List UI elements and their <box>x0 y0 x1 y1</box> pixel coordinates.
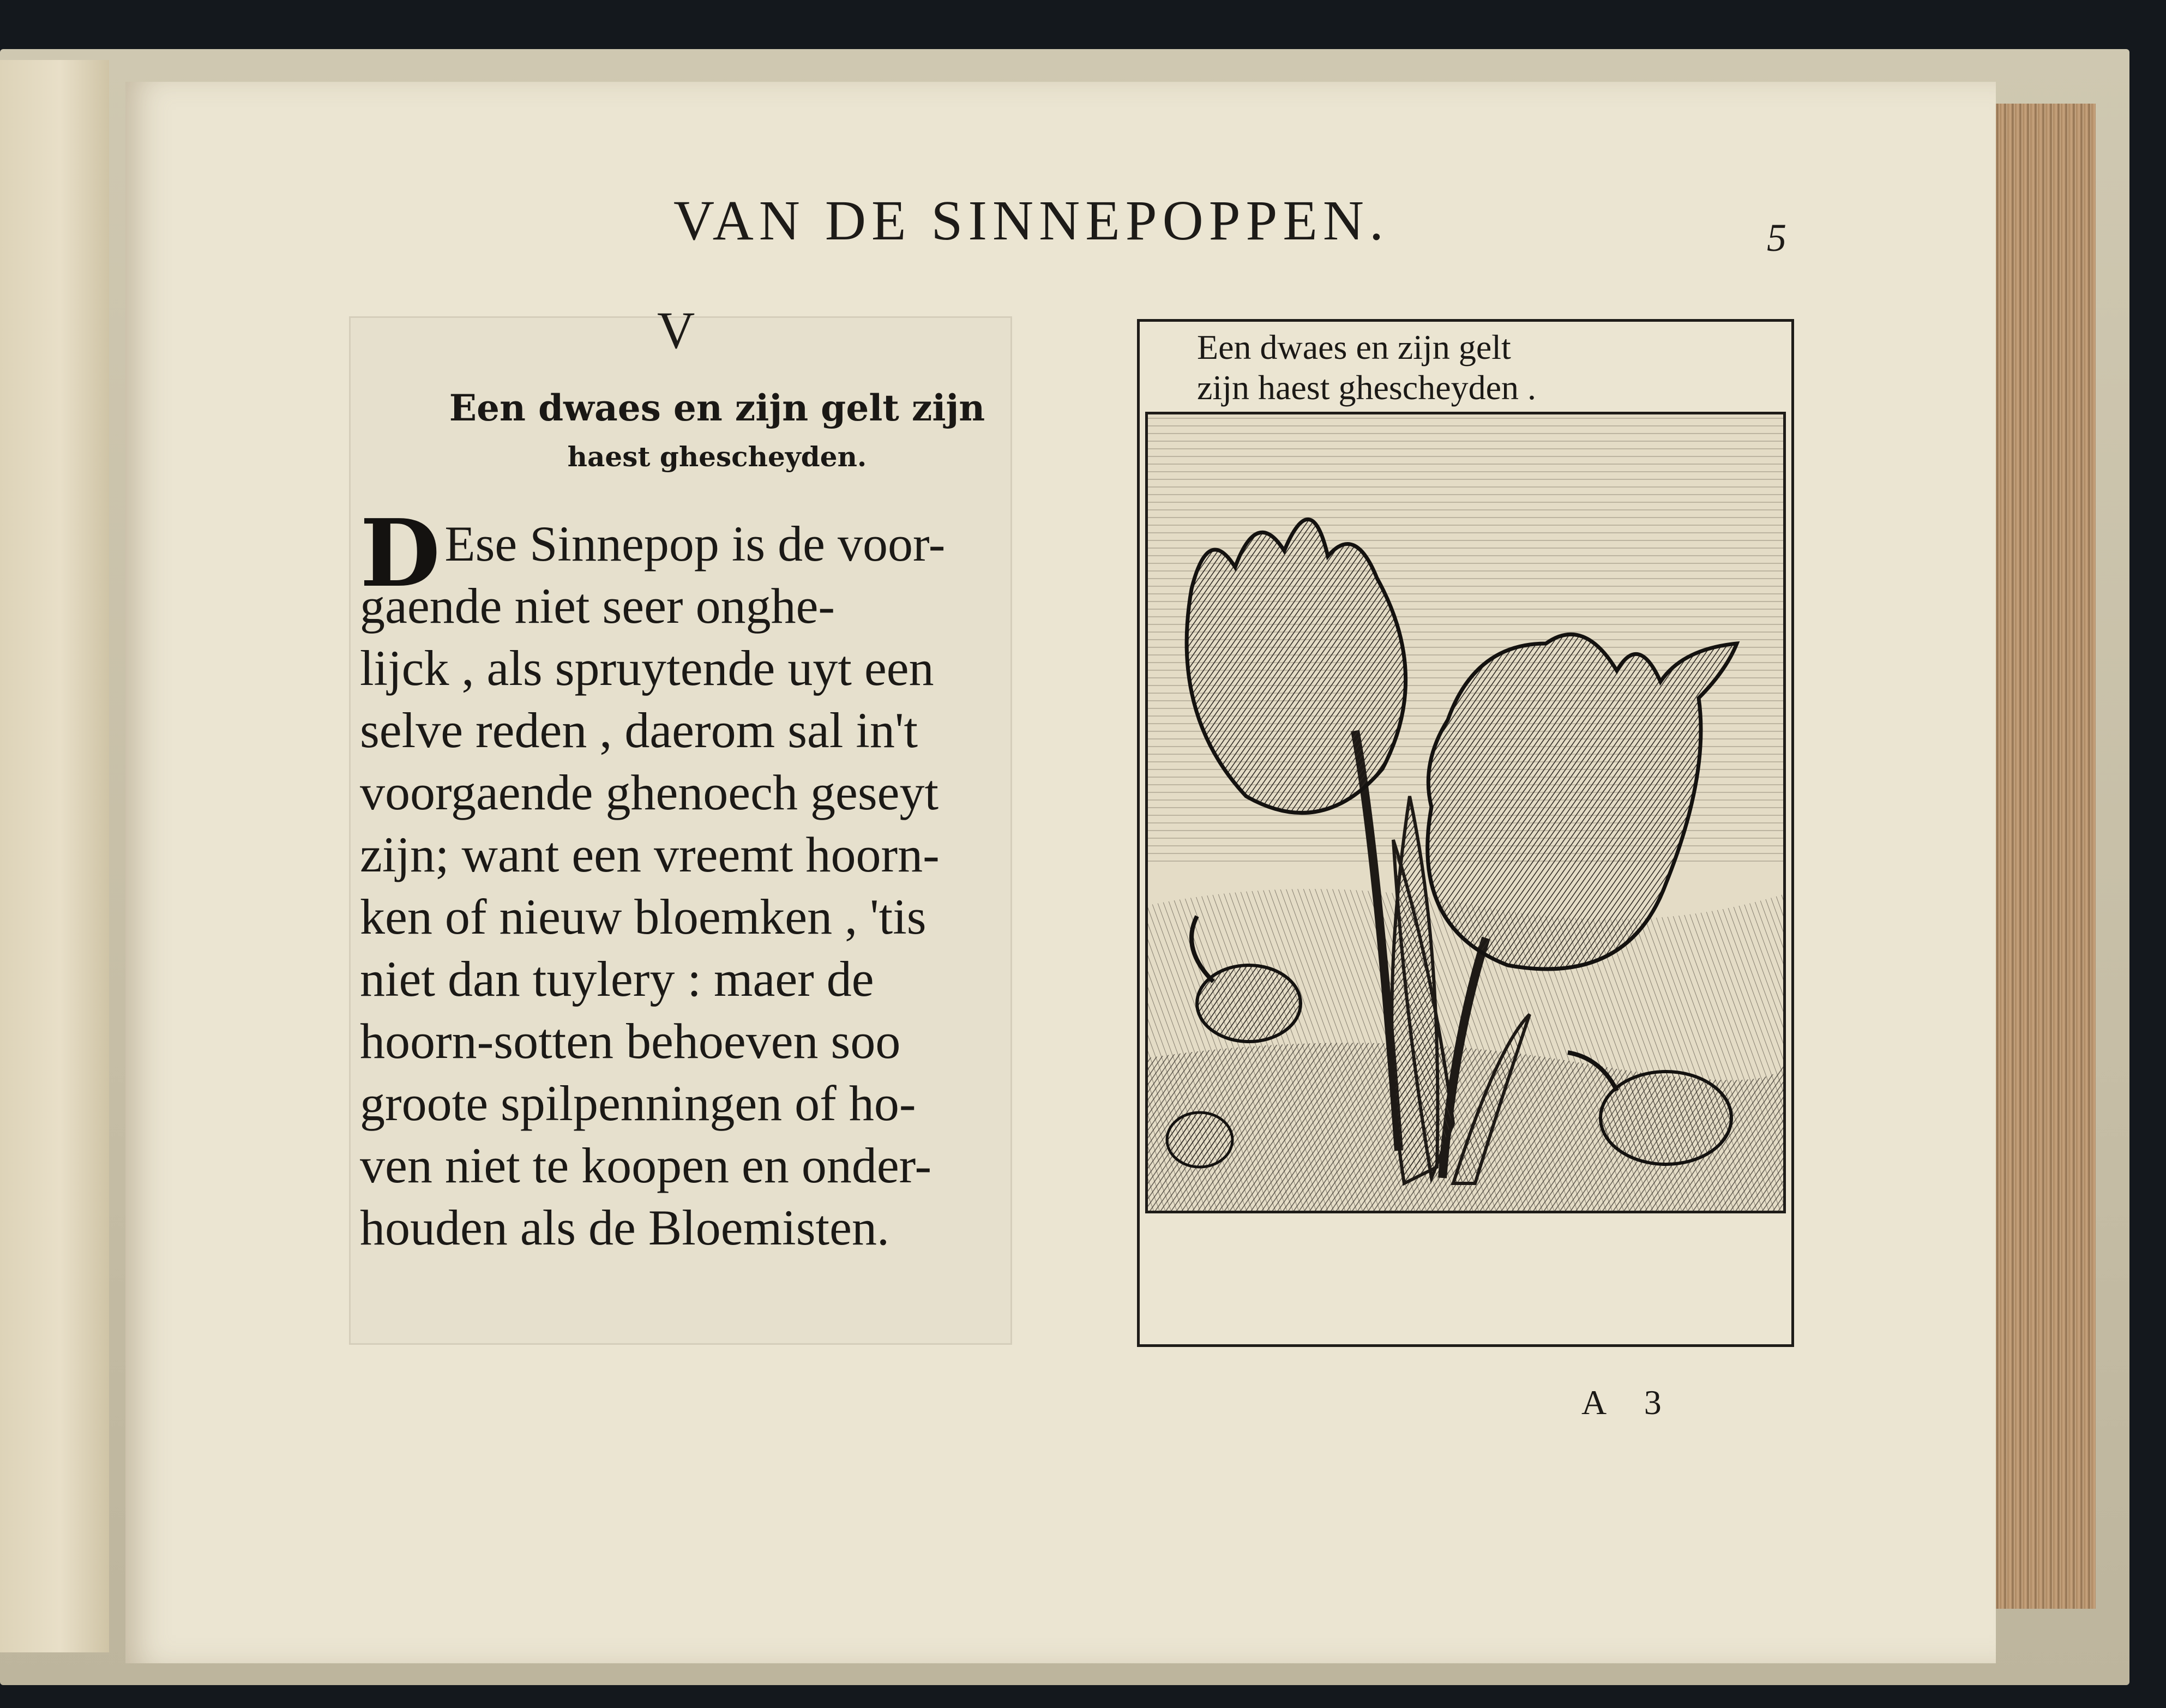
tulip-engraving <box>1145 412 1786 1213</box>
signature-mark: A 3 <box>1581 1383 1677 1422</box>
commentary-text <box>360 499 1020 1259</box>
running-head: VAN DE SINNEPOPPEN. <box>673 189 1389 252</box>
text-line: groote spilpenningen of ho- <box>360 1075 916 1131</box>
text-line: Ese Sinnepop is de voor- <box>444 516 946 572</box>
left-bulb <box>1197 965 1301 1042</box>
text-line: gaende niet seer onghe- <box>360 578 835 634</box>
previous-page-edge <box>0 60 109 1652</box>
caption-line-2: zijn haest ghescheyden . <box>1197 368 1536 407</box>
engraving-caption <box>1197 327 1742 408</box>
caption-line-1: Een dwaes en zijn gelt <box>1197 328 1511 366</box>
text-line: selve reden , daerom sal in't <box>360 702 918 758</box>
motto-line-1: Een dwaes en zijn gelt zijn <box>449 387 985 429</box>
text-line: ven niet te koopen en onder- <box>360 1138 932 1193</box>
small-bulb <box>1167 1112 1232 1167</box>
page-number: 5 <box>1767 216 1786 260</box>
text-line: houden als de Bloemisten. <box>360 1200 889 1255</box>
text-line: ken of nieuw bloemken , 'tis <box>360 889 926 945</box>
motto-line-2: haest ghescheyden. <box>567 441 867 473</box>
text-line: hoorn-sotten behoeven soo <box>360 1013 901 1069</box>
right-bulb <box>1601 1072 1731 1164</box>
text-line: voorgaende ghenoech geseyt <box>360 765 939 820</box>
text-line: zijn; want een vreemt hoorn- <box>360 827 940 882</box>
emblem-number: V <box>657 301 695 359</box>
page-block-edges <box>1990 104 2096 1609</box>
drop-cap: D <box>360 499 441 608</box>
text-line: niet dan tuylery : maer de <box>360 951 874 1007</box>
emblem-motto-heading <box>404 382 1031 480</box>
text-line: lijck , als spruytende uyt een <box>360 640 934 696</box>
